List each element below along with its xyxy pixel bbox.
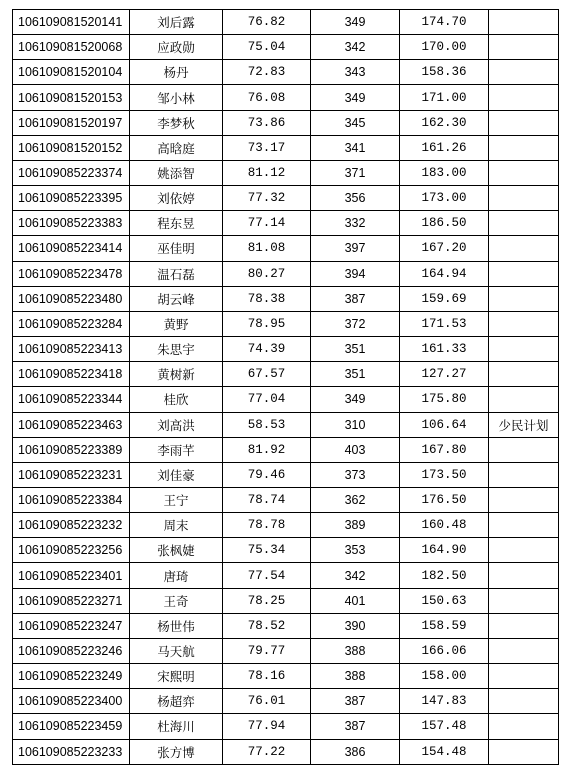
note-cell [489,689,559,714]
exam-score-cell: 353 [311,538,400,563]
total-score-cell: 171.00 [400,85,489,110]
note-cell [489,236,559,261]
total-score-cell: 106.64 [400,412,489,437]
score-cell: 77.94 [223,714,311,739]
exam-score-cell: 310 [311,412,400,437]
exam-score-cell: 351 [311,362,400,387]
candidate-id-cell: 106109085223463 [13,412,130,437]
exam-score-cell: 387 [311,689,400,714]
note-cell [489,487,559,512]
document-page [12,9,552,765]
name-cell: 姚添智 [130,160,223,185]
total-score-cell: 170.00 [400,35,489,60]
note-cell [489,513,559,538]
score-cell: 78.95 [223,311,311,336]
table-row [13,211,559,236]
exam-score-cell: 356 [311,186,400,211]
name-cell: 宋熙明 [130,664,223,689]
score-cell: 81.12 [223,160,311,185]
candidate-id-cell: 106109085223418 [13,362,130,387]
table-row [13,311,559,336]
name-cell: 杜海川 [130,714,223,739]
score-cell: 73.86 [223,110,311,135]
total-score-cell: 157.48 [400,714,489,739]
table-row [13,588,559,613]
note-cell [489,563,559,588]
name-cell: 邹小林 [130,85,223,110]
exam-score-cell: 362 [311,487,400,512]
score-cell: 76.82 [223,10,311,35]
note-cell [489,60,559,85]
name-cell: 杨超弈 [130,689,223,714]
score-cell: 79.77 [223,638,311,663]
total-score-cell: 147.83 [400,689,489,714]
exam-score-cell: 371 [311,160,400,185]
table-row [13,35,559,60]
candidate-id-cell: 106109085223383 [13,211,130,236]
total-score-cell: 176.50 [400,487,489,512]
name-cell: 刘后露 [130,10,223,35]
table-row [13,462,559,487]
note-cell [489,311,559,336]
candidate-id-cell: 106109085223395 [13,186,130,211]
name-cell: 周末 [130,513,223,538]
candidate-id-cell: 106109085223232 [13,513,130,538]
total-score-cell: 127.27 [400,362,489,387]
exam-score-cell: 394 [311,261,400,286]
candidate-id-cell: 106109085223231 [13,462,130,487]
score-cell: 79.46 [223,462,311,487]
table-row [13,110,559,135]
candidate-id-cell: 106109085223414 [13,236,130,261]
table-row [13,261,559,286]
table-row [13,739,559,764]
score-cell: 77.14 [223,211,311,236]
table-row [13,538,559,563]
note-cell [489,10,559,35]
name-cell: 王宁 [130,487,223,512]
candidate-id-cell: 106109085223401 [13,563,130,588]
name-cell: 黄树新 [130,362,223,387]
candidate-id-cell: 106109085223284 [13,311,130,336]
note-cell [489,211,559,236]
name-cell: 温石磊 [130,261,223,286]
note-cell [489,638,559,663]
table-row [13,563,559,588]
note-cell [489,462,559,487]
total-score-cell: 161.33 [400,337,489,362]
score-cell: 77.04 [223,387,311,412]
note-cell [489,261,559,286]
name-cell: 张方博 [130,739,223,764]
table-row [13,487,559,512]
candidate-id-cell: 106109081520104 [13,60,130,85]
table-row [13,10,559,35]
exam-score-cell: 387 [311,714,400,739]
score-cell: 77.32 [223,186,311,211]
table-row [13,186,559,211]
exam-score-cell: 390 [311,613,400,638]
score-cell: 78.52 [223,613,311,638]
exam-score-cell: 403 [311,437,400,462]
exam-score-cell: 342 [311,35,400,60]
table-row [13,689,559,714]
name-cell: 高晗庭 [130,135,223,160]
table-row [13,362,559,387]
total-score-cell: 161.26 [400,135,489,160]
note-cell [489,613,559,638]
total-score-cell: 167.80 [400,437,489,462]
score-cell: 58.53 [223,412,311,437]
score-table-body [13,10,559,765]
score-cell: 75.34 [223,538,311,563]
name-cell: 杨世伟 [130,613,223,638]
name-cell: 应政勋 [130,35,223,60]
score-cell: 78.74 [223,487,311,512]
note-cell [489,337,559,362]
score-cell: 81.08 [223,236,311,261]
total-score-cell: 158.00 [400,664,489,689]
total-score-cell: 164.94 [400,261,489,286]
table-row [13,135,559,160]
exam-score-cell: 372 [311,311,400,336]
note-cell [489,588,559,613]
name-cell: 张枫婕 [130,538,223,563]
note-cell [489,186,559,211]
candidate-id-cell: 106109085223233 [13,739,130,764]
total-score-cell: 164.90 [400,538,489,563]
score-cell: 78.38 [223,286,311,311]
exam-score-cell: 343 [311,60,400,85]
score-cell: 78.16 [223,664,311,689]
note-cell [489,664,559,689]
table-row [13,714,559,739]
note-cell [489,538,559,563]
name-cell: 刘高洪 [130,412,223,437]
name-cell: 胡云峰 [130,286,223,311]
note-cell [489,85,559,110]
exam-score-cell: 401 [311,588,400,613]
table-row [13,160,559,185]
candidate-id-cell: 106109081520197 [13,110,130,135]
note-cell [489,714,559,739]
table-row [13,236,559,261]
note-cell [489,110,559,135]
candidate-id-cell: 106109085223271 [13,588,130,613]
score-cell: 76.01 [223,689,311,714]
candidate-id-cell: 106109085223344 [13,387,130,412]
note-cell [489,135,559,160]
table-row [13,85,559,110]
score-cell: 78.78 [223,513,311,538]
name-cell: 杨丹 [130,60,223,85]
exam-score-cell: 349 [311,387,400,412]
total-score-cell: 154.48 [400,739,489,764]
exam-score-cell: 349 [311,10,400,35]
candidate-id-cell: 106109081520141 [13,10,130,35]
total-score-cell: 166.06 [400,638,489,663]
total-score-cell: 186.50 [400,211,489,236]
candidate-id-cell: 106109081520068 [13,35,130,60]
candidate-id-cell: 106109085223459 [13,714,130,739]
exam-score-cell: 397 [311,236,400,261]
total-score-cell: 159.69 [400,286,489,311]
total-score-cell: 183.00 [400,160,489,185]
note-cell: 少民计划 [489,412,559,437]
score-cell: 75.04 [223,35,311,60]
candidate-id-cell: 106109085223384 [13,487,130,512]
score-cell: 78.25 [223,588,311,613]
exam-score-cell: 388 [311,638,400,663]
total-score-cell: 162.30 [400,110,489,135]
score-cell: 81.92 [223,437,311,462]
score-table [12,9,559,765]
name-cell: 巫佳明 [130,236,223,261]
score-cell: 73.17 [223,135,311,160]
exam-score-cell: 351 [311,337,400,362]
candidate-id-cell: 106109085223389 [13,437,130,462]
score-cell: 77.22 [223,739,311,764]
name-cell: 李雨芊 [130,437,223,462]
name-cell: 刘佳豪 [130,462,223,487]
score-cell: 72.83 [223,60,311,85]
total-score-cell: 150.63 [400,588,489,613]
total-score-cell: 173.50 [400,462,489,487]
note-cell [489,286,559,311]
table-row [13,60,559,85]
exam-score-cell: 342 [311,563,400,588]
total-score-cell: 174.70 [400,10,489,35]
exam-score-cell: 388 [311,664,400,689]
name-cell: 唐琦 [130,563,223,588]
total-score-cell: 171.53 [400,311,489,336]
candidate-id-cell: 106109081520152 [13,135,130,160]
name-cell: 朱思宇 [130,337,223,362]
score-cell: 74.39 [223,337,311,362]
table-row [13,638,559,663]
candidate-id-cell: 106109085223374 [13,160,130,185]
exam-score-cell: 349 [311,85,400,110]
table-row [13,286,559,311]
note-cell [489,739,559,764]
total-score-cell: 173.00 [400,186,489,211]
name-cell: 刘依婷 [130,186,223,211]
table-row [13,412,559,437]
candidate-id-cell: 106109081520153 [13,85,130,110]
exam-score-cell: 345 [311,110,400,135]
candidate-id-cell: 106109085223246 [13,638,130,663]
candidate-id-cell: 106109085223478 [13,261,130,286]
candidate-id-cell: 106109085223249 [13,664,130,689]
exam-score-cell: 389 [311,513,400,538]
candidate-id-cell: 106109085223256 [13,538,130,563]
exam-score-cell: 373 [311,462,400,487]
table-row [13,337,559,362]
table-row [13,613,559,638]
name-cell: 程东昱 [130,211,223,236]
total-score-cell: 175.80 [400,387,489,412]
note-cell [489,362,559,387]
total-score-cell: 160.48 [400,513,489,538]
exam-score-cell: 332 [311,211,400,236]
score-cell: 76.08 [223,85,311,110]
name-cell: 马天航 [130,638,223,663]
note-cell [489,387,559,412]
total-score-cell: 158.59 [400,613,489,638]
exam-score-cell: 387 [311,286,400,311]
name-cell: 李梦秋 [130,110,223,135]
table-row [13,664,559,689]
score-cell: 80.27 [223,261,311,286]
note-cell [489,35,559,60]
name-cell: 桂欣 [130,387,223,412]
total-score-cell: 158.36 [400,60,489,85]
total-score-cell: 182.50 [400,563,489,588]
note-cell [489,160,559,185]
total-score-cell: 167.20 [400,236,489,261]
name-cell: 黄野 [130,311,223,336]
name-cell: 王奇 [130,588,223,613]
exam-score-cell: 341 [311,135,400,160]
score-cell: 77.54 [223,563,311,588]
note-cell [489,437,559,462]
candidate-id-cell: 106109085223400 [13,689,130,714]
candidate-id-cell: 106109085223413 [13,337,130,362]
score-cell: 67.57 [223,362,311,387]
table-row [13,387,559,412]
exam-score-cell: 386 [311,739,400,764]
candidate-id-cell: 106109085223480 [13,286,130,311]
candidate-id-cell: 106109085223247 [13,613,130,638]
table-row [13,513,559,538]
table-row [13,437,559,462]
